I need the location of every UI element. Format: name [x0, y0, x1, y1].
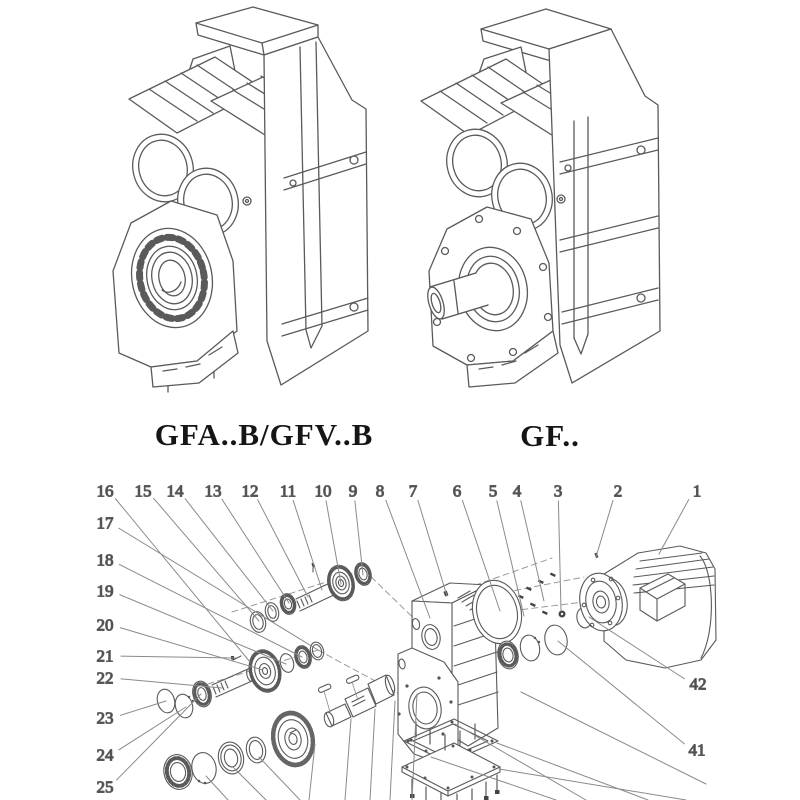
leader-line-13: [222, 499, 289, 603]
part-number-9: 9: [348, 481, 358, 501]
leader-line-cutoff-6: [233, 767, 266, 800]
leader-line-15: [154, 498, 259, 621]
leader-line-7: [418, 501, 447, 596]
part-number-20: 20: [96, 615, 114, 635]
leader-line-2: [596, 500, 613, 557]
exploded-view-diagram: [97, 482, 717, 800]
part-number-1: 1: [692, 481, 702, 501]
part-number-41: 41: [688, 740, 706, 760]
gearbox-left-drawing: [113, 7, 368, 392]
model-label-right: GF..: [520, 418, 580, 453]
leader-line-cutoff-3: [390, 701, 395, 800]
part-number-18: 18: [96, 550, 114, 570]
part-number-16: 16: [96, 481, 114, 501]
leader-line-3: [558, 501, 561, 611]
part-number-11: 11: [279, 481, 297, 501]
part-number-10: 10: [314, 481, 332, 501]
part-number-19: 19: [96, 581, 114, 601]
intermediate-shaft-parts: [155, 641, 326, 720]
input-shaft-parts: [248, 561, 374, 634]
gearbox-right-drawing: [421, 9, 660, 387]
part-number-13: 13: [204, 481, 222, 501]
part-number-6: 6: [452, 481, 462, 501]
part-number-2: 2: [613, 481, 623, 501]
leader-line-12: [258, 500, 308, 597]
part-number-7: 7: [408, 481, 418, 501]
housing-side: [549, 29, 660, 383]
leader-line-23: [120, 701, 166, 715]
motor: [575, 546, 716, 668]
part-number-14: 14: [166, 481, 184, 501]
part-number-22: 22: [96, 668, 114, 688]
leader-line-4: [521, 501, 544, 601]
leader-line-cutoff-11: [521, 692, 706, 784]
housing-side: [264, 37, 368, 385]
part-number-5: 5: [488, 481, 498, 501]
leader-line-16: [115, 499, 250, 662]
part-number-42: 42: [689, 674, 707, 694]
leader-line-cutoff-1: [345, 719, 351, 800]
part-number-24: 24: [96, 745, 114, 765]
leader-line-cutoff-10: [499, 769, 686, 800]
model-label-left: GFA..B/GFV..B: [154, 417, 374, 452]
part-number-15: 15: [134, 481, 152, 501]
part-number-3: 3: [553, 481, 563, 501]
part-number-21: 21: [96, 646, 114, 666]
leader-line-cutoff-9: [497, 743, 648, 800]
leader-line-cutoff-5: [206, 776, 228, 800]
part-number-23: 23: [96, 708, 114, 728]
leader-line-20: [120, 628, 263, 670]
part-number-12: 12: [241, 481, 259, 501]
leader-line-17: [119, 528, 318, 650]
part-number-4: 4: [512, 481, 522, 501]
part-number-17: 17: [96, 513, 114, 533]
leader-line-cutoff-2: [370, 709, 375, 800]
leader-line-22: [121, 679, 222, 688]
part-number-25: 25: [96, 777, 114, 797]
part-number-8: 8: [375, 481, 385, 501]
leader-line-1: [659, 500, 689, 554]
leader-line-14: [185, 499, 273, 611]
